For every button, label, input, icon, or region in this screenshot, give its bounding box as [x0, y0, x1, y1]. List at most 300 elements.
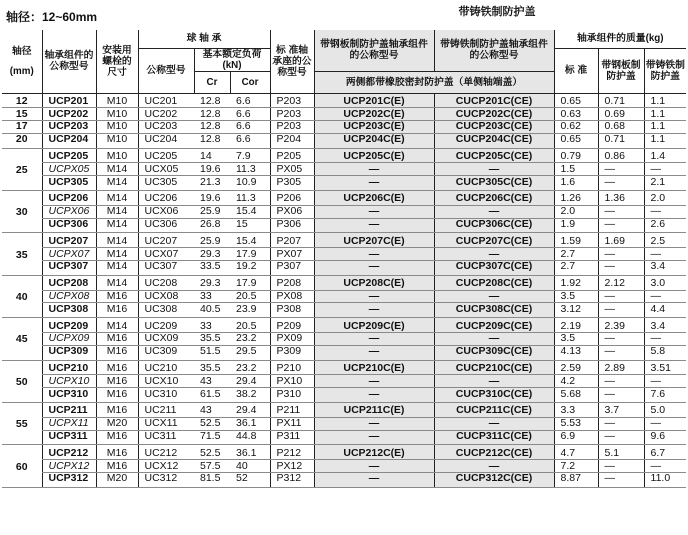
unit-code-cell: UCPX07 — [42, 248, 96, 261]
cast-cover-cell: CUCP201C(CE) — [434, 93, 554, 108]
steel-mass-cell: — — [598, 261, 644, 276]
unit-code-cell: UCP307 — [42, 261, 96, 276]
cr-cell: 12.8 — [194, 133, 230, 148]
cast-mass-cell: 1.1 — [644, 93, 686, 108]
housing-code-cell: P203 — [270, 93, 314, 108]
shaft-size-cell: 60 — [2, 445, 42, 487]
cast-cover-cell: CUCP206C(CE) — [434, 191, 554, 206]
steel-mass-cell: — — [598, 345, 644, 360]
cast-mass-cell: 3.4 — [644, 318, 686, 333]
mass-cell: 0.63 — [554, 108, 598, 121]
col-steel-mass: 带钢板制防护盖 — [598, 48, 644, 93]
housing-code-cell: PX07 — [270, 248, 314, 261]
cast-cover-cell: — — [434, 417, 554, 430]
cr-cell: 35.5 — [194, 360, 230, 375]
steel-cover-cell: — — [314, 176, 434, 191]
bolt-size-cell: M16 — [96, 460, 138, 473]
unit-code-cell: UCPX11 — [42, 417, 96, 430]
cor-cell: 15.4 — [230, 205, 270, 218]
cor-cell: 23.2 — [230, 333, 270, 346]
top-cover-label: 带铸铁制防护盖 — [458, 6, 536, 18]
steel-mass-cell: 1.69 — [598, 233, 644, 248]
unit-code-cell: UCP201 — [42, 93, 96, 108]
steel-cover-cell: — — [314, 248, 434, 261]
cr-cell: 33 — [194, 318, 230, 333]
cr-cell: 29.3 — [194, 275, 230, 290]
cor-cell: 29.4 — [230, 375, 270, 388]
cast-mass-cell: — — [644, 205, 686, 218]
bearing-code-cell: UC201 — [138, 93, 194, 108]
size-group — [2, 191, 686, 233]
housing-code-cell: P305 — [270, 176, 314, 191]
table-row — [2, 233, 686, 248]
size-group — [2, 93, 686, 148]
unit-code-cell: UCP312 — [42, 473, 96, 488]
mass-cell: 2.19 — [554, 318, 598, 333]
table-row — [2, 403, 686, 418]
steel-mass-cell: — — [598, 205, 644, 218]
mass-cell: 3.5 — [554, 290, 598, 303]
col-standard-mass: 标 准 — [554, 48, 598, 93]
cast-cover-cell: CUCP306C(CE) — [434, 218, 554, 233]
unit-code-cell: UCPX12 — [42, 460, 96, 473]
cast-cover-cell: CUCP209C(CE) — [434, 318, 554, 333]
cor-cell: 17.9 — [230, 248, 270, 261]
bearing-code-cell: UC210 — [138, 360, 194, 375]
cr-cell: 52.5 — [194, 445, 230, 460]
bearing-code-cell: UC211 — [138, 403, 194, 418]
cr-cell: 71.5 — [194, 430, 230, 445]
bolt-size-cell: M20 — [96, 417, 138, 430]
cast-cover-cell: — — [434, 375, 554, 388]
bolt-size-cell: M10 — [96, 108, 138, 121]
bearing-code-cell: UC203 — [138, 121, 194, 134]
steel-cover-cell: UCP209C(E) — [314, 318, 434, 333]
steel-mass-cell: — — [598, 303, 644, 318]
bearing-code-cell: UC204 — [138, 133, 194, 148]
shaft-range-label: 轴径：12~60mm — [6, 10, 98, 24]
cast-mass-cell: — — [644, 333, 686, 346]
col-mass: 轴承组件的质量(kg) — [554, 30, 686, 48]
cor-cell: 44.8 — [230, 430, 270, 445]
cor-cell: 40 — [230, 460, 270, 473]
mass-cell: 3.3 — [554, 403, 598, 418]
steel-cover-cell: — — [314, 345, 434, 360]
table-row — [2, 218, 686, 233]
unit-code-cell: UCP210 — [42, 360, 96, 375]
cr-cell: 26.8 — [194, 218, 230, 233]
unit-code-cell: UCPX08 — [42, 290, 96, 303]
table-row — [2, 93, 686, 108]
unit-code-cell: UCPX09 — [42, 333, 96, 346]
bearing-code-cell: UC307 — [138, 261, 194, 276]
steel-cover-cell: — — [314, 205, 434, 218]
steel-mass-cell: — — [598, 163, 644, 176]
bearing-code-cell: UC310 — [138, 388, 194, 403]
steel-mass-cell: 1.36 — [598, 191, 644, 206]
steel-cover-cell: — — [314, 261, 434, 276]
cr-cell: 12.8 — [194, 121, 230, 134]
bolt-size-cell: M16 — [96, 333, 138, 346]
cast-mass-cell: 1.1 — [644, 108, 686, 121]
bearing-code-cell: UCX12 — [138, 460, 194, 473]
size-group — [2, 275, 686, 317]
steel-cover-cell: — — [314, 430, 434, 445]
cor-cell: 29.5 — [230, 345, 270, 360]
table-row — [2, 460, 686, 473]
housing-code-cell: P310 — [270, 388, 314, 403]
steel-cover-cell: — — [314, 303, 434, 318]
bolt-size-cell: M14 — [96, 261, 138, 276]
bearing-code-cell: UCX11 — [138, 417, 194, 430]
cast-mass-cell: 2.1 — [644, 176, 686, 191]
cor-cell: 6.6 — [230, 121, 270, 134]
bearing-code-cell: UC311 — [138, 430, 194, 445]
mass-cell: 1.59 — [554, 233, 598, 248]
steel-cover-cell: — — [314, 375, 434, 388]
cast-mass-cell: — — [644, 163, 686, 176]
bearing-code-cell: UC206 — [138, 191, 194, 206]
mass-cell: 0.79 — [554, 148, 598, 163]
housing-code-cell: PX05 — [270, 163, 314, 176]
steel-cover-cell: UCP202C(E) — [314, 108, 434, 121]
steel-cover-cell: — — [314, 163, 434, 176]
cor-cell: 11.3 — [230, 163, 270, 176]
mass-cell: 0.62 — [554, 121, 598, 134]
cor-cell: 29.4 — [230, 403, 270, 418]
steel-cover-cell: UCP206C(E) — [314, 191, 434, 206]
cast-mass-cell: — — [644, 375, 686, 388]
table-row — [2, 275, 686, 290]
shaft-size-cell: 20 — [2, 133, 42, 148]
cast-cover-cell: CUCP207C(CE) — [434, 233, 554, 248]
cr-cell: 43 — [194, 403, 230, 418]
bolt-size-cell: M16 — [96, 403, 138, 418]
bolt-size-cell: M14 — [96, 205, 138, 218]
unit-code-cell: UCP203 — [42, 121, 96, 134]
steel-mass-cell: 5.1 — [598, 445, 644, 460]
size-group — [2, 403, 686, 445]
cor-cell: 23.9 — [230, 303, 270, 318]
cr-cell: 57.5 — [194, 460, 230, 473]
cast-mass-cell: 1.1 — [644, 121, 686, 134]
unit-code-cell: UCP310 — [42, 388, 96, 403]
cast-cover-cell: CUCP307C(CE) — [434, 261, 554, 276]
steel-mass-cell: 2.12 — [598, 275, 644, 290]
table-row — [2, 318, 686, 333]
cast-cover-cell: CUCP305C(CE) — [434, 176, 554, 191]
table-header — [2, 30, 686, 93]
steel-cover-cell: — — [314, 290, 434, 303]
cast-mass-cell: 3.4 — [644, 261, 686, 276]
bolt-size-cell: M10 — [96, 121, 138, 134]
bearing-code-cell: UCX07 — [138, 248, 194, 261]
cast-mass-cell: 3.51 — [644, 360, 686, 375]
cr-cell: 52.5 — [194, 417, 230, 430]
cast-cover-cell: CUCP202C(CE) — [434, 108, 554, 121]
table-row — [2, 473, 686, 488]
cast-cover-cell: CUCP205C(CE) — [434, 148, 554, 163]
mass-cell: 1.9 — [554, 218, 598, 233]
housing-code-cell: PX12 — [270, 460, 314, 473]
cast-mass-cell: 2.5 — [644, 233, 686, 248]
cast-mass-cell: 1.4 — [644, 148, 686, 163]
housing-code-cell: P309 — [270, 345, 314, 360]
cor-cell: 20.5 — [230, 290, 270, 303]
cast-cover-cell: CUCP208C(CE) — [434, 275, 554, 290]
cast-mass-cell: 6.7 — [644, 445, 686, 460]
cast-mass-cell: 7.6 — [644, 388, 686, 403]
housing-code-cell: PX08 — [270, 290, 314, 303]
steel-mass-cell: — — [598, 290, 644, 303]
housing-code-cell: P211 — [270, 403, 314, 418]
bearing-code-cell: UC208 — [138, 275, 194, 290]
housing-code-cell: P210 — [270, 360, 314, 375]
unit-code-cell: UCP212 — [42, 445, 96, 460]
cr-cell: 29.3 — [194, 248, 230, 261]
cast-cover-cell: CUCP203C(CE) — [434, 121, 554, 134]
col-ball-bearing: 球 轴 承 — [138, 30, 270, 48]
bearing-code-cell: UCX06 — [138, 205, 194, 218]
unit-code-cell: UCPX05 — [42, 163, 96, 176]
mass-cell: 0.65 — [554, 93, 598, 108]
housing-code-cell: PX11 — [270, 417, 314, 430]
table-row — [2, 261, 686, 276]
unit-code-cell: UCP308 — [42, 303, 96, 318]
bolt-size-cell: M16 — [96, 375, 138, 388]
steel-mass-cell: 2.89 — [598, 360, 644, 375]
cr-cell: 33 — [194, 290, 230, 303]
table-row — [2, 176, 686, 191]
bearing-code-cell: UC202 — [138, 108, 194, 121]
mass-cell: 5.68 — [554, 388, 598, 403]
bolt-size-cell: M10 — [96, 133, 138, 148]
col-cor: Cor — [230, 71, 270, 93]
cor-cell: 11.3 — [230, 191, 270, 206]
cr-cell: 19.6 — [194, 191, 230, 206]
shaft-size-cell: 12 — [2, 93, 42, 108]
mass-cell: 4.7 — [554, 445, 598, 460]
housing-code-cell: P312 — [270, 473, 314, 488]
bolt-size-cell: M14 — [96, 275, 138, 290]
cr-cell: 61.5 — [194, 388, 230, 403]
col-bolt-size: 安装用螺栓的尺寸 — [96, 30, 138, 93]
steel-cover-cell: UCP211C(E) — [314, 403, 434, 418]
col-load-rating: 基本额定负荷(kN) — [194, 48, 270, 71]
cast-cover-cell: CUCP210C(CE) — [434, 360, 554, 375]
cast-mass-cell: 1.1 — [644, 133, 686, 148]
cr-cell: 14 — [194, 148, 230, 163]
unit-code-cell: UCP208 — [42, 275, 96, 290]
unit-code-cell: UCP202 — [42, 108, 96, 121]
steel-cover-cell: UCP203C(E) — [314, 121, 434, 134]
cast-cover-cell: CUCP312C(CE) — [434, 473, 554, 488]
cor-cell: 10.9 — [230, 176, 270, 191]
steel-cover-cell: — — [314, 417, 434, 430]
shaft-size-cell: 17 — [2, 121, 42, 134]
steel-mass-cell: — — [598, 176, 644, 191]
cor-cell: 52 — [230, 473, 270, 488]
cor-cell: 6.6 — [230, 93, 270, 108]
mass-cell: 3.5 — [554, 333, 598, 346]
cor-cell: 36.1 — [230, 445, 270, 460]
cor-cell: 6.6 — [230, 108, 270, 121]
table-row — [2, 163, 686, 176]
cast-cover-cell: — — [434, 205, 554, 218]
table-row — [2, 290, 686, 303]
cast-mass-cell: 11.0 — [644, 473, 686, 488]
steel-mass-cell: — — [598, 417, 644, 430]
bearing-code-cell: UC309 — [138, 345, 194, 360]
bolt-size-cell: M16 — [96, 445, 138, 460]
table-row — [2, 303, 686, 318]
mass-cell: 2.59 — [554, 360, 598, 375]
bolt-size-cell: M16 — [96, 430, 138, 445]
bolt-size-cell: M16 — [96, 290, 138, 303]
cr-cell: 35.5 — [194, 333, 230, 346]
mass-cell: 8.87 — [554, 473, 598, 488]
bearing-code-cell: UC306 — [138, 218, 194, 233]
cast-cover-cell: — — [434, 333, 554, 346]
col-nominal-code: 公称型号 — [138, 48, 194, 93]
cor-cell: 38.2 — [230, 388, 270, 403]
mass-cell: 3.12 — [554, 303, 598, 318]
cr-cell: 21.3 — [194, 176, 230, 191]
cast-mass-cell: — — [644, 417, 686, 430]
unit-code-cell: UCP306 — [42, 218, 96, 233]
table-row — [2, 360, 686, 375]
mass-cell: 2.7 — [554, 261, 598, 276]
table-row — [2, 205, 686, 218]
steel-cover-cell: UCP204C(E) — [314, 133, 434, 148]
cast-cover-cell: CUCP211C(CE) — [434, 403, 554, 418]
steel-cover-cell: — — [314, 460, 434, 473]
col-shaft-diameter: 轴径 (mm) — [2, 30, 42, 93]
unit-code-cell: UCP209 — [42, 318, 96, 333]
mass-cell: 1.6 — [554, 176, 598, 191]
mass-cell: 1.5 — [554, 163, 598, 176]
steel-cover-cell: UCP208C(E) — [314, 275, 434, 290]
housing-code-cell: PX09 — [270, 333, 314, 346]
mass-cell: 5.53 — [554, 417, 598, 430]
steel-mass-cell: 0.86 — [598, 148, 644, 163]
bearing-code-cell: UCX09 — [138, 333, 194, 346]
unit-code-cell: UCP204 — [42, 133, 96, 148]
steel-cover-cell: UCP210C(E) — [314, 360, 434, 375]
unit-code-cell: UCPX06 — [42, 205, 96, 218]
steel-cover-cell: — — [314, 388, 434, 403]
table-row — [2, 148, 686, 163]
col-cr: Cr — [194, 71, 230, 93]
cast-cover-cell: CUCP308C(CE) — [434, 303, 554, 318]
table-row — [2, 108, 686, 121]
steel-mass-cell: 0.69 — [598, 108, 644, 121]
housing-code-cell: P208 — [270, 275, 314, 290]
table-row — [2, 417, 686, 430]
shaft-size-cell: 55 — [2, 403, 42, 445]
housing-code-cell: P209 — [270, 318, 314, 333]
housing-code-cell: P203 — [270, 108, 314, 121]
shaft-size-cell: 45 — [2, 318, 42, 360]
cor-cell: 15 — [230, 218, 270, 233]
bolt-size-cell: M20 — [96, 473, 138, 488]
cast-mass-cell: 3.0 — [644, 275, 686, 290]
mass-cell: 4.2 — [554, 375, 598, 388]
bolt-size-cell: M14 — [96, 163, 138, 176]
cast-cover-cell: — — [434, 460, 554, 473]
cr-cell: 12.8 — [194, 93, 230, 108]
bolt-size-cell: M16 — [96, 388, 138, 403]
steel-mass-cell: 0.71 — [598, 133, 644, 148]
cast-cover-cell: — — [434, 290, 554, 303]
size-group — [2, 233, 686, 275]
housing-code-cell: PX06 — [270, 205, 314, 218]
cor-cell: 20.5 — [230, 318, 270, 333]
bolt-size-cell: M14 — [96, 318, 138, 333]
bearing-code-cell: UC207 — [138, 233, 194, 248]
table-row — [2, 375, 686, 388]
cor-cell: 19.2 — [230, 261, 270, 276]
steel-cover-cell: — — [314, 473, 434, 488]
shaft-size-cell: 30 — [2, 191, 42, 233]
bolt-size-cell: M14 — [96, 218, 138, 233]
shaft-size-cell: 35 — [2, 233, 42, 275]
cor-cell: 7.9 — [230, 148, 270, 163]
bolt-size-cell: M16 — [96, 360, 138, 375]
cast-cover-cell: — — [434, 248, 554, 261]
unit-code-cell: UCPX10 — [42, 375, 96, 388]
bolt-size-cell: M16 — [96, 303, 138, 318]
mass-cell: 2.7 — [554, 248, 598, 261]
steel-cover-cell: UCP201C(E) — [314, 93, 434, 108]
seal-note: 两侧都带橡胶密封防护盖（单侧轴端盖） — [314, 71, 554, 93]
housing-code-cell: P206 — [270, 191, 314, 206]
unit-code-cell: UCP309 — [42, 345, 96, 360]
bolt-size-cell: M14 — [96, 248, 138, 261]
steel-cover-cell: UCP212C(E) — [314, 445, 434, 460]
shaft-size-cell: 15 — [2, 108, 42, 121]
mass-cell: 4.13 — [554, 345, 598, 360]
steel-mass-cell: — — [598, 375, 644, 388]
cr-cell: 12.8 — [194, 108, 230, 121]
cast-cover-cell: CUCP309C(CE) — [434, 345, 554, 360]
steel-mass-cell: — — [598, 248, 644, 261]
size-group — [2, 360, 686, 402]
unit-code-cell: UCP205 — [42, 148, 96, 163]
page-header — [0, 0, 688, 32]
mass-cell: 1.26 — [554, 191, 598, 206]
cast-mass-cell: 5.0 — [644, 403, 686, 418]
unit-code-cell: UCP311 — [42, 430, 96, 445]
steel-mass-cell: 2.39 — [598, 318, 644, 333]
bearing-code-cell: UC205 — [138, 148, 194, 163]
table-row — [2, 133, 686, 148]
steel-mass-cell: — — [598, 460, 644, 473]
cr-cell: 40.5 — [194, 303, 230, 318]
cast-mass-cell: 2.0 — [644, 191, 686, 206]
cast-mass-cell: — — [644, 460, 686, 473]
mass-cell: 1.92 — [554, 275, 598, 290]
cast-mass-cell: 9.6 — [644, 430, 686, 445]
size-group — [2, 148, 686, 190]
cast-cover-cell: CUCP310C(CE) — [434, 388, 554, 403]
cr-cell: 25.9 — [194, 233, 230, 248]
cor-cell: 23.2 — [230, 360, 270, 375]
cr-cell: 51.5 — [194, 345, 230, 360]
table-row — [2, 333, 686, 346]
mass-cell: 6.9 — [554, 430, 598, 445]
cast-mass-cell: — — [644, 290, 686, 303]
